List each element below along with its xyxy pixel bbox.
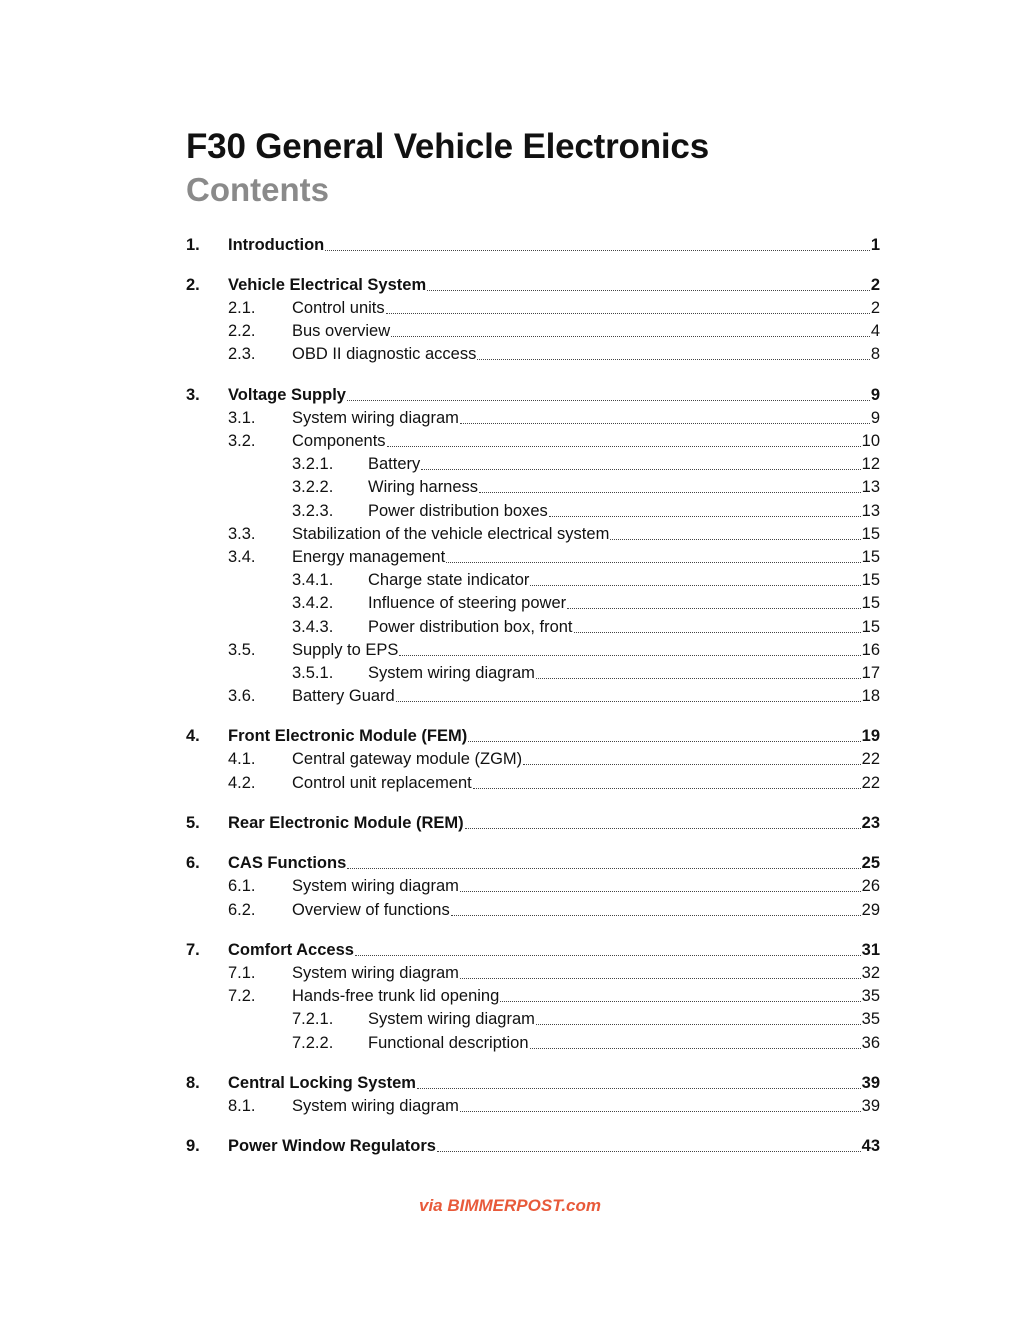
toc-entry-title[interactable]: System wiring diagram: [292, 1097, 459, 1115]
toc-entry-line: [228, 852, 880, 874]
toc-entry-page-number: 10: [861, 432, 880, 450]
toc-dot-leader: [325, 249, 870, 251]
toc-entry-page-number: 2: [870, 299, 880, 317]
toc-dot-leader: [477, 358, 869, 360]
toc-entry[interactable]: [186, 234, 880, 256]
toc-entry-title[interactable]: Vehicle Electrical System: [228, 276, 427, 294]
toc-entry[interactable]: [186, 1008, 880, 1030]
toc-entry-page-number: 36: [861, 1034, 880, 1052]
toc-dot-leader: [536, 677, 861, 679]
toc-entry[interactable]: [186, 852, 880, 874]
toc-entry-title[interactable]: System wiring diagram: [368, 1010, 535, 1028]
toc-dot-leader: [479, 491, 861, 493]
toc-entry-line: [292, 1095, 880, 1117]
toc-entry-title[interactable]: Introduction: [228, 236, 325, 254]
page-title: F30 General Vehicle Electronics: [186, 127, 709, 166]
toc-entry-number: 5.: [186, 814, 200, 832]
toc-entry-number: 4.: [186, 727, 200, 745]
toc-entry[interactable]: [186, 772, 880, 794]
toc-dot-leader: [468, 740, 860, 742]
toc-entry-number: 3.5.: [228, 641, 256, 659]
toc-entry-page-number: 32: [861, 964, 880, 982]
toc-entry-page-number: 15: [861, 548, 880, 566]
toc-dot-leader: [417, 1087, 861, 1089]
toc-dot-leader: [427, 289, 870, 291]
toc-entry-title[interactable]: Power distribution box, front: [368, 618, 573, 636]
toc-entry-number: 9.: [186, 1137, 200, 1155]
toc-dot-leader: [530, 1047, 861, 1049]
toc-dot-leader: [451, 914, 861, 916]
toc-entry-page-number: 35: [861, 987, 880, 1005]
toc-dot-leader: [387, 445, 861, 447]
toc-entry-page-number: 23: [861, 814, 880, 832]
toc-entry-number: 3.3.: [228, 525, 256, 543]
toc-entry[interactable]: [186, 725, 880, 747]
toc-entry-number: 7.2.1.: [292, 1010, 334, 1028]
toc-entry-title[interactable]: Battery Guard: [292, 687, 395, 705]
toc-entry-page-number: 15: [861, 618, 880, 636]
toc-entry-line: [292, 320, 880, 342]
toc-entry[interactable]: [186, 476, 880, 498]
toc-entry[interactable]: [186, 297, 880, 319]
toc-entry-title[interactable]: Voltage Supply: [228, 386, 346, 404]
toc-entry-title[interactable]: Functional description: [368, 1034, 529, 1052]
toc-entry-title[interactable]: Wiring harness: [368, 478, 479, 496]
toc-entry[interactable]: [186, 343, 880, 365]
toc-entry-number: 3.2.2.: [292, 478, 334, 496]
toc-entry-page-number: 1: [870, 236, 880, 254]
toc-entry-number: 2.: [186, 276, 200, 294]
toc-entry[interactable]: [186, 748, 880, 770]
toc-entry-title[interactable]: OBD II diagnostic access: [292, 345, 477, 363]
toc-entry[interactable]: [186, 569, 880, 591]
toc-entry[interactable]: [186, 875, 880, 897]
toc-entry-page-number: 4: [870, 322, 880, 340]
toc-entry[interactable]: [186, 1032, 880, 1054]
toc-entry-line: [228, 939, 880, 961]
toc-entry[interactable]: [186, 1072, 880, 1094]
toc-entry-title[interactable]: System wiring diagram: [368, 664, 535, 682]
toc-entry-number: 3.2.: [228, 432, 256, 450]
toc-entry-page-number: 13: [861, 478, 880, 496]
toc-dot-leader: [437, 1150, 861, 1152]
toc-dot-leader: [460, 1110, 861, 1112]
toc-entry-title[interactable]: Charge state indicator: [368, 571, 530, 589]
toc-entry-page-number: 8: [870, 345, 880, 363]
toc-entry[interactable]: [186, 1095, 880, 1117]
toc-dot-leader: [473, 787, 861, 789]
toc-entry[interactable]: [186, 899, 880, 921]
toc-entry-number: 7.: [186, 941, 200, 959]
toc-dot-leader: [530, 584, 860, 586]
toc-entry[interactable]: [186, 639, 880, 661]
toc-entry[interactable]: [186, 616, 880, 638]
toc-entry-line: [292, 639, 880, 661]
toc-entry-number: 3.: [186, 386, 200, 404]
toc-entry-line: [368, 616, 880, 638]
toc-entry-title[interactable]: Central gateway module (ZGM): [292, 750, 523, 768]
toc-entry-title[interactable]: Supply to EPS: [292, 641, 399, 659]
toc-entry-page-number: 22: [861, 774, 880, 792]
toc-entry-title[interactable]: Components: [292, 432, 386, 450]
toc-dot-leader: [549, 515, 861, 517]
toc-dot-leader: [355, 954, 861, 956]
toc-entry-page-number: 15: [861, 594, 880, 612]
toc-entry-number: 3.2.1.: [292, 455, 334, 473]
toc-entry-number: 3.6.: [228, 687, 256, 705]
toc-entry-number: 1.: [186, 236, 200, 254]
toc-entry[interactable]: [186, 320, 880, 342]
toc-entry-title[interactable]: Energy management: [292, 548, 446, 566]
toc-entry-page-number: 19: [861, 727, 880, 745]
toc-entry-line: [228, 1072, 880, 1094]
toc-dot-leader: [460, 422, 870, 424]
watermark-text: via BIMMERPOST.com: [419, 1196, 601, 1215]
toc-entry-line: [292, 985, 880, 1007]
toc-entry-line: [292, 962, 880, 984]
toc-entry[interactable]: [186, 384, 880, 406]
toc-entry[interactable]: [186, 546, 880, 568]
toc-entry-number: 7.2.: [228, 987, 256, 1005]
toc-dot-leader: [396, 700, 861, 702]
toc-entry-page-number: 29: [861, 901, 880, 919]
toc-entry[interactable]: [186, 685, 880, 707]
toc-entry-page-number: 9: [870, 386, 880, 404]
toc-entry[interactable]: [186, 812, 880, 834]
toc-entry-page-number: 9: [870, 409, 880, 427]
toc-entry-line: [228, 384, 880, 406]
toc-entry-page-number: 39: [861, 1074, 880, 1092]
toc-dot-leader: [391, 335, 870, 337]
toc-entry-number: 6.1.: [228, 877, 256, 895]
toc-entry-line: [228, 1135, 880, 1157]
toc-entry-title[interactable]: Control units: [292, 299, 385, 317]
toc-entry-line: [292, 875, 880, 897]
toc-entry-page-number: 17: [861, 664, 880, 682]
toc-entry-page-number: 15: [861, 571, 880, 589]
toc-entry-page-number: 22: [861, 750, 880, 768]
toc-entry[interactable]: [186, 407, 880, 429]
toc-entry-number: 2.2.: [228, 322, 256, 340]
toc-dot-leader: [347, 867, 860, 869]
toc-entry-line: [292, 523, 880, 545]
toc-entry-line: [368, 453, 880, 475]
toc-entry-number: 3.4.2.: [292, 594, 334, 612]
toc-dot-leader: [347, 399, 870, 401]
toc-entry-line: [228, 234, 880, 256]
toc-dot-leader: [460, 890, 861, 892]
toc-entry-number: 3.2.3.: [292, 502, 334, 520]
toc-entry-number: 6.2.: [228, 901, 256, 919]
toc-entry-line: [292, 407, 880, 429]
toc-entry-line: [292, 899, 880, 921]
toc-entry-number: 8.: [186, 1074, 200, 1092]
toc-entry-page-number: 12: [861, 455, 880, 473]
toc-entry-line: [228, 725, 880, 747]
toc-entry-number: 7.2.2.: [292, 1034, 334, 1052]
toc-entry-line: [368, 662, 880, 684]
toc-entry-title[interactable]: Influence of steering power: [368, 594, 567, 612]
toc-entry[interactable]: [186, 500, 880, 522]
toc-entry-title[interactable]: Stabilization of the vehicle electrical system: [292, 525, 610, 543]
toc-entry-line: [228, 274, 880, 296]
toc-entry[interactable]: [186, 662, 880, 684]
toc-entry-title[interactable]: System wiring diagram: [292, 409, 459, 427]
toc-entry-title[interactable]: Front Electronic Module (FEM): [228, 727, 468, 745]
toc-entry-number: 4.2.: [228, 774, 256, 792]
toc-entry-number: 4.1.: [228, 750, 256, 768]
toc-entry-title[interactable]: Rear Electronic Module (REM): [228, 814, 464, 832]
toc-dot-leader: [386, 312, 870, 314]
toc-entry-number: 3.4.3.: [292, 618, 334, 636]
toc-entry-page-number: 25: [861, 854, 880, 872]
toc-entry-title[interactable]: CAS Functions: [228, 854, 347, 872]
toc-entry[interactable]: [186, 1135, 880, 1157]
toc-entry-page-number: 43: [861, 1137, 880, 1155]
toc-entry-title[interactable]: System wiring diagram: [292, 877, 459, 895]
toc-entry-page-number: 13: [861, 502, 880, 520]
toc-entry[interactable]: [186, 939, 880, 961]
toc-entry-line: [292, 685, 880, 707]
toc-entry-number: 2.1.: [228, 299, 256, 317]
toc-entry-title[interactable]: Comfort Access: [228, 941, 354, 959]
toc-entry-line: [228, 812, 880, 834]
page-subtitle: Contents: [186, 171, 329, 208]
toc-dot-leader: [421, 468, 860, 470]
toc-entry-line: [292, 772, 880, 794]
toc-entry-line: [292, 748, 880, 770]
toc-entry-line: [292, 343, 880, 365]
toc-entry-number: 3.1.: [228, 409, 256, 427]
toc-entry-page-number: 26: [861, 877, 880, 895]
toc-entry-page-number: 39: [861, 1097, 880, 1115]
toc-entry-page-number: 18: [861, 687, 880, 705]
toc-entry-title[interactable]: Central Locking System: [228, 1074, 416, 1092]
toc-entry-page-number: 31: [861, 941, 880, 959]
toc-entry-line: [292, 297, 880, 319]
toc-entry[interactable]: [186, 962, 880, 984]
toc-entry-page-number: 15: [861, 525, 880, 543]
toc-entry-title[interactable]: Power distribution boxes: [368, 502, 548, 520]
toc-entry-number: 3.5.1.: [292, 664, 334, 682]
toc-dot-leader: [460, 977, 861, 979]
toc-entry-number: 6.: [186, 854, 200, 872]
toc-entry[interactable]: [186, 523, 880, 545]
toc-entry-title[interactable]: Control unit replacement: [292, 774, 472, 792]
toc-entry-title[interactable]: Overview of functions: [292, 901, 450, 919]
toc-entry-number: 3.4.: [228, 548, 256, 566]
toc-entry-page-number: 16: [861, 641, 880, 659]
toc-entry-number: 7.1.: [228, 964, 256, 982]
toc-dot-leader: [500, 1000, 860, 1002]
toc-entry-line: [368, 500, 880, 522]
toc-entry[interactable]: [186, 453, 880, 475]
toc-entry-number: 2.3.: [228, 345, 256, 363]
toc-dot-leader: [523, 763, 860, 765]
toc-entry-number: 8.1.: [228, 1097, 256, 1115]
toc-entry-page-number: 35: [861, 1010, 880, 1028]
toc-entry-title[interactable]: Bus overview: [292, 322, 391, 340]
toc-entry-page-number: 2: [870, 276, 880, 294]
toc-dot-leader: [574, 631, 861, 633]
toc-entry-line: [292, 546, 880, 568]
toc-dot-leader: [465, 827, 861, 829]
toc-entry-title[interactable]: Hands-free trunk lid opening: [292, 987, 500, 1005]
toc-entry[interactable]: [186, 985, 880, 1007]
toc-dot-leader: [536, 1023, 861, 1025]
toc-entry-line: [368, 1008, 880, 1030]
toc-entry-line: [292, 430, 880, 452]
toc-dot-leader: [399, 654, 860, 656]
toc-entry[interactable]: [186, 430, 880, 452]
toc-entry-line: [368, 569, 880, 591]
toc-dot-leader: [446, 561, 860, 563]
toc-entry-line: [368, 476, 880, 498]
toc-dot-leader: [610, 538, 860, 540]
toc-entry[interactable]: [186, 592, 880, 614]
toc-entry-title[interactable]: Power Window Regulators: [228, 1137, 436, 1155]
toc-entry-line: [368, 1032, 880, 1054]
toc-entry[interactable]: [186, 274, 880, 296]
toc-entry-title[interactable]: System wiring diagram: [292, 964, 459, 982]
toc-entry-number: 3.4.1.: [292, 571, 334, 589]
toc-dot-leader: [567, 607, 861, 609]
toc-entry-title[interactable]: Battery: [368, 455, 421, 473]
toc-entry-line: [368, 592, 880, 614]
